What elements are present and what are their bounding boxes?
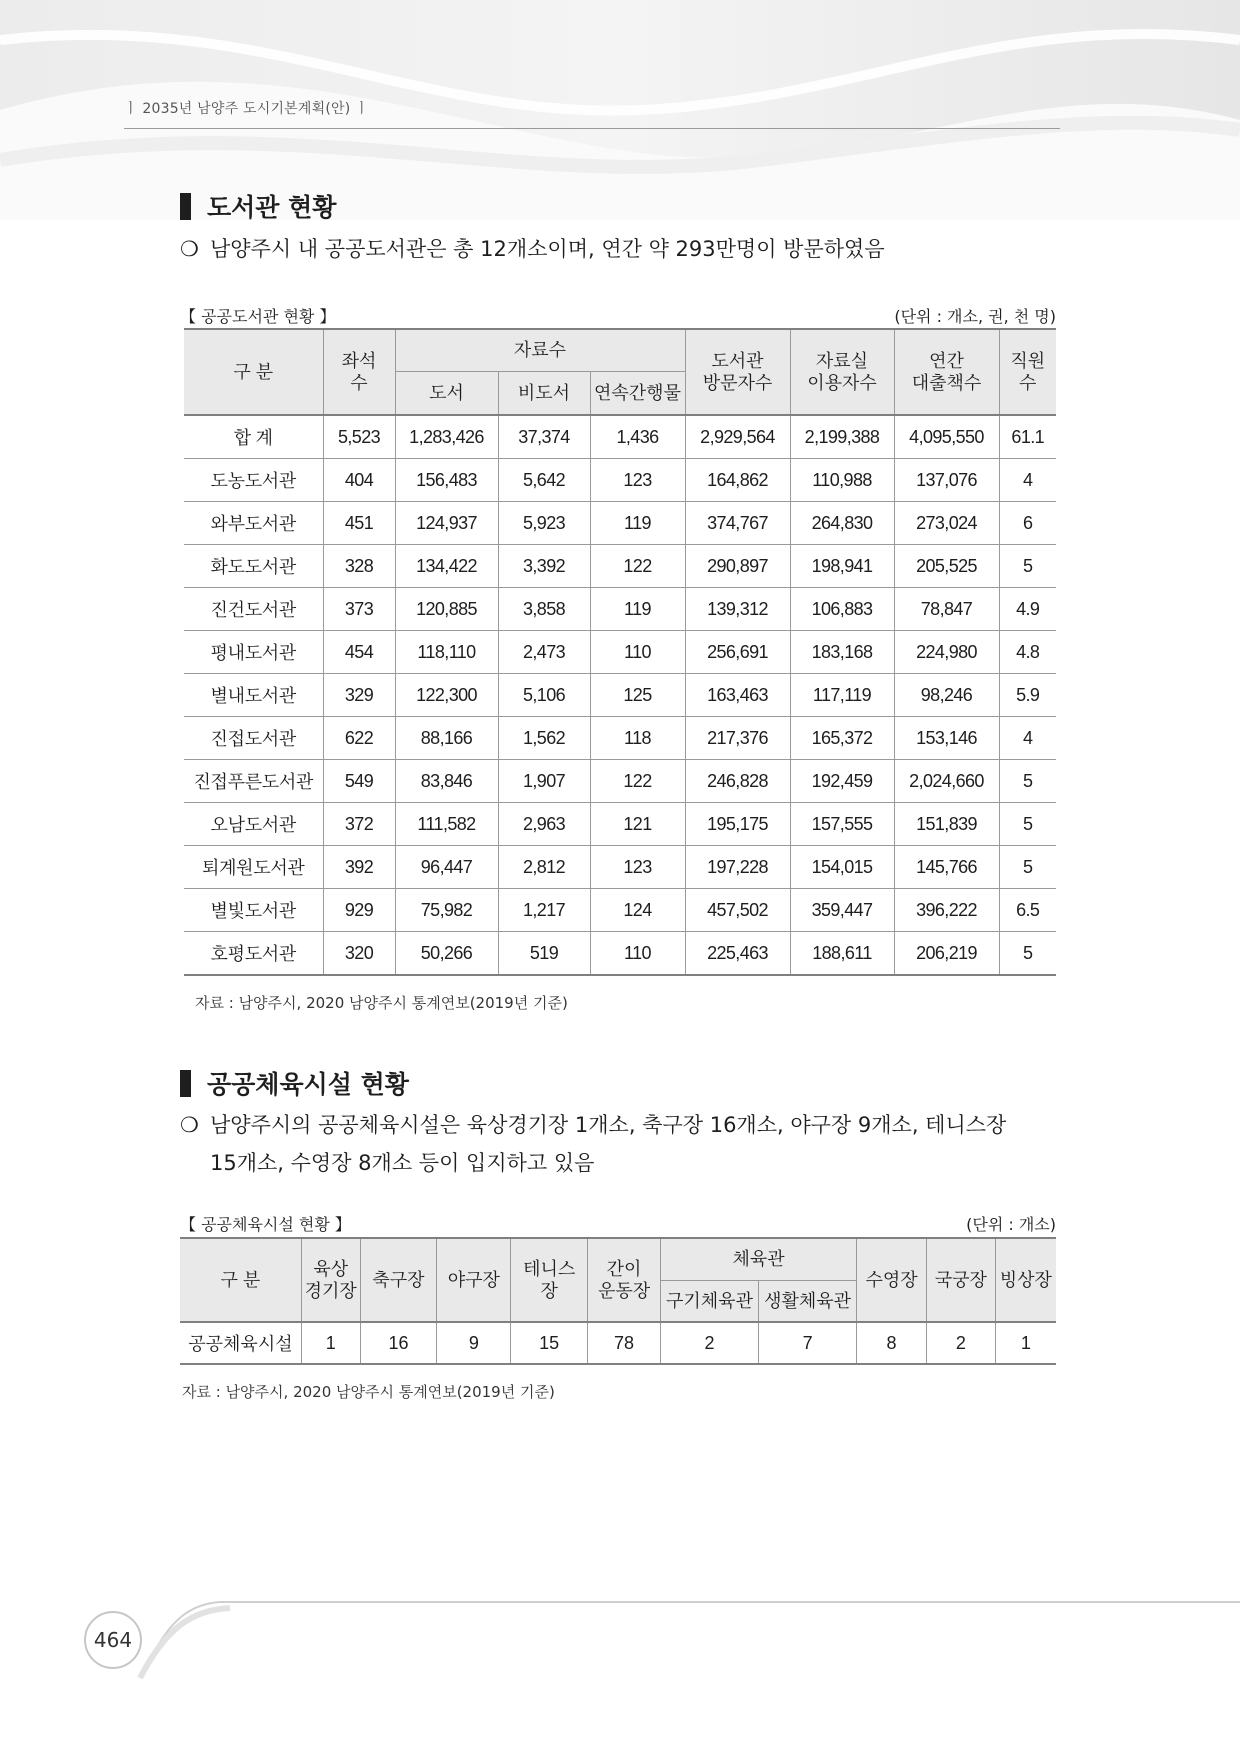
row-label: 별내도서관	[184, 674, 323, 717]
table-cell: 123	[590, 846, 685, 889]
table-cell: 125	[590, 674, 685, 717]
sports-table-body	[180, 1322, 1056, 1364]
row-label: 와부도서관	[184, 502, 323, 545]
table-row-total	[184, 415, 1056, 459]
row-label: 합 계	[184, 415, 323, 459]
table-cell: 15	[511, 1322, 588, 1364]
table-cell: 396,222	[894, 889, 999, 932]
table-cell: 1,217	[498, 889, 590, 932]
col-track: 육상 경기장	[301, 1238, 360, 1322]
col-archery: 국궁장	[926, 1238, 995, 1322]
table-cell: 1	[301, 1322, 360, 1364]
table-cell: 120,885	[395, 588, 498, 631]
col-tennis: 테니스 장	[511, 1238, 588, 1322]
table-cell: 6.5	[999, 889, 1056, 932]
row-label: 화도도서관	[184, 545, 323, 588]
table-cell: 2	[660, 1322, 758, 1364]
row-label: 진접푸른도서관	[184, 760, 323, 803]
table-cell: 124,937	[395, 502, 498, 545]
circle-bullet-icon: ❍	[180, 1113, 199, 1137]
table-cell: 519	[498, 932, 590, 976]
section-marker-icon	[180, 193, 191, 220]
table-cell: 5.9	[999, 674, 1056, 717]
table-cell: 359,447	[790, 889, 894, 932]
row-label: 도농도서관	[184, 459, 323, 502]
table-cell: 75,982	[395, 889, 498, 932]
table-cell: 373	[323, 588, 395, 631]
table-cell: 622	[323, 717, 395, 760]
table-cell: 246,828	[685, 760, 790, 803]
table-cell: 290,897	[685, 545, 790, 588]
col-division: 구 분	[180, 1238, 301, 1322]
col-nonbooks: 비도서	[498, 371, 590, 415]
table-cell: 1,436	[590, 415, 685, 459]
col-gym-life: 생활체육관	[759, 1280, 857, 1322]
section-marker-icon	[180, 1070, 191, 1097]
library-table-caption: 【 공공도서관 현황 】 (단위 : 개소, 권, 천 명)	[180, 304, 1056, 327]
row-label: 퇴계원도서관	[184, 846, 323, 889]
library-table	[184, 328, 1056, 976]
library-table-body	[184, 415, 1056, 975]
col-division: 구 분	[184, 329, 323, 415]
col-staff: 직원 수	[999, 329, 1056, 415]
table-cell: 137,076	[894, 459, 999, 502]
table-cell: 154,015	[790, 846, 894, 889]
table-row	[184, 588, 1056, 631]
table-cell: 153,146	[894, 717, 999, 760]
table-cell: 2,473	[498, 631, 590, 674]
sports-table-caption: 【 공공체육시설 현황 】 (단위 : 개소)	[180, 1212, 1056, 1235]
table-cell: 78	[588, 1322, 661, 1364]
table-cell: 61.1	[999, 415, 1056, 459]
table-cell: 5,642	[498, 459, 590, 502]
table-cell: 139,312	[685, 588, 790, 631]
table-cell: 122	[590, 760, 685, 803]
library-paragraph: ❍ 남양주시 내 공공도서관은 총 12개소이며, 연간 약 293만명이 방문하였음	[180, 230, 1060, 268]
col-soccer: 축구장	[360, 1238, 437, 1322]
table-cell: 110,988	[790, 459, 894, 502]
table-cell: 205,525	[894, 545, 999, 588]
col-room-users: 자료실 이용자수	[790, 329, 894, 415]
table-cell: 273,024	[894, 502, 999, 545]
table-cell: 118,110	[395, 631, 498, 674]
col-seats: 좌석 수	[323, 329, 395, 415]
table-cell: 198,941	[790, 545, 894, 588]
table-cell: 404	[323, 459, 395, 502]
table-cell: 110	[590, 631, 685, 674]
table-cell: 2	[926, 1322, 995, 1364]
table-cell: 3,858	[498, 588, 590, 631]
table-cell: 164,862	[685, 459, 790, 502]
table-cell: 165,372	[790, 717, 894, 760]
table-cell: 264,830	[790, 502, 894, 545]
table-cell: 9	[437, 1322, 511, 1364]
table-cell: 224,980	[894, 631, 999, 674]
col-serials: 연속간행물	[590, 371, 685, 415]
table-cell: 188,611	[790, 932, 894, 976]
table-cell: 157,555	[790, 803, 894, 846]
table-cell: 16	[360, 1322, 437, 1364]
table-cell: 5	[999, 803, 1056, 846]
table-cell: 256,691	[685, 631, 790, 674]
row-label: 오남도서관	[184, 803, 323, 846]
table-cell: 1,283,426	[395, 415, 498, 459]
table-cell: 98,246	[894, 674, 999, 717]
library-section-title: 도서관 현황	[180, 188, 336, 224]
table-cell: 1,562	[498, 717, 590, 760]
table-cell: 2,929,564	[685, 415, 790, 459]
table-cell: 8	[857, 1322, 927, 1364]
library-source-note: 자료 : 남양주시, 2020 남양주시 통계연보(2019년 기준)	[195, 994, 568, 1012]
table-cell: 118	[590, 717, 685, 760]
table-cell: 3,392	[498, 545, 590, 588]
table-cell: 1,907	[498, 760, 590, 803]
table-cell: 451	[323, 502, 395, 545]
circle-bullet-icon: ❍	[180, 237, 199, 261]
sports-source-note: 자료 : 남양주시, 2020 남양주시 통계연보(2019년 기준)	[182, 1383, 555, 1401]
table-row	[184, 459, 1056, 502]
col-simple-field: 간이 운동장	[588, 1238, 661, 1322]
row-label: 진건도서관	[184, 588, 323, 631]
table-cell: 328	[323, 545, 395, 588]
row-label: 진접도서관	[184, 717, 323, 760]
table-cell: 192,459	[790, 760, 894, 803]
table-cell: 206,219	[894, 932, 999, 976]
table-cell: 372	[323, 803, 395, 846]
table-cell: 2,963	[498, 803, 590, 846]
table-cell: 134,422	[395, 545, 498, 588]
table-cell: 122,300	[395, 674, 498, 717]
table-row	[184, 803, 1056, 846]
table-cell: 5,923	[498, 502, 590, 545]
table-cell: 145,766	[894, 846, 999, 889]
table-cell: 217,376	[685, 717, 790, 760]
col-pool: 수영장	[857, 1238, 927, 1322]
running-header	[124, 94, 1060, 129]
table-cell: 2,812	[498, 846, 590, 889]
table-cell: 5	[999, 760, 1056, 803]
table-cell: 320	[323, 932, 395, 976]
col-books: 도서	[395, 371, 498, 415]
table-cell: 121	[590, 803, 685, 846]
table-cell: 163,463	[685, 674, 790, 717]
table-cell: 119	[590, 502, 685, 545]
row-label: 평내도서관	[184, 631, 323, 674]
table-cell: 6	[999, 502, 1056, 545]
col-loans: 연간 대출책수	[894, 329, 999, 415]
table-cell: 374,767	[685, 502, 790, 545]
table-cell: 111,582	[395, 803, 498, 846]
row-label: 공공체육시설	[180, 1322, 301, 1364]
table-cell: 5	[999, 846, 1056, 889]
library-table-unit: (단위 : 개소, 권, 천 명)	[894, 307, 1056, 326]
table-cell: 457,502	[685, 889, 790, 932]
table-row	[184, 545, 1056, 588]
table-cell: 123	[590, 459, 685, 502]
table-row	[180, 1322, 1056, 1364]
table-cell: 106,883	[790, 588, 894, 631]
table-cell: 1	[995, 1322, 1056, 1364]
table-row	[184, 889, 1056, 932]
col-gym-ball: 구기체육관	[660, 1280, 758, 1322]
page-number: 464	[84, 1611, 142, 1669]
table-row	[184, 631, 1056, 674]
table-cell: 124	[590, 889, 685, 932]
table-cell: 392	[323, 846, 395, 889]
table-cell: 78,847	[894, 588, 999, 631]
table-cell: 7	[759, 1322, 857, 1364]
table-cell: 122	[590, 545, 685, 588]
col-materials: 자료수	[395, 329, 685, 371]
table-cell: 5	[999, 932, 1056, 976]
table-cell: 329	[323, 674, 395, 717]
table-cell: 195,175	[685, 803, 790, 846]
table-row	[184, 932, 1056, 976]
table-row	[184, 502, 1056, 545]
table-cell: 88,166	[395, 717, 498, 760]
table-cell: 5,106	[498, 674, 590, 717]
table-cell: 110	[590, 932, 685, 976]
col-visitors: 도서관 방문자수	[685, 329, 790, 415]
table-cell: 929	[323, 889, 395, 932]
table-cell: 454	[323, 631, 395, 674]
table-cell: 197,228	[685, 846, 790, 889]
sports-section-title: 공공체육시설 현황	[180, 1065, 409, 1101]
sports-table-unit: (단위 : 개소)	[966, 1215, 1056, 1234]
table-cell: 4.9	[999, 588, 1056, 631]
table-cell: 4	[999, 459, 1056, 502]
col-gym: 체육관	[660, 1238, 856, 1280]
footer-swoosh	[0, 1590, 1240, 1700]
table-row	[184, 760, 1056, 803]
table-cell: 183,168	[790, 631, 894, 674]
row-label: 별빛도서관	[184, 889, 323, 932]
sports-table	[180, 1237, 1056, 1365]
running-header-title: ㅣ 2035년 남양주 도시기본계획(안) ㅣ	[124, 101, 369, 117]
table-row	[184, 717, 1056, 760]
table-cell: 4	[999, 717, 1056, 760]
table-cell: 2,024,660	[894, 760, 999, 803]
table-cell: 37,374	[498, 415, 590, 459]
col-baseball: 야구장	[437, 1238, 511, 1322]
table-cell: 225,463	[685, 932, 790, 976]
table-cell: 151,839	[894, 803, 999, 846]
table-row	[184, 674, 1056, 717]
table-row	[184, 846, 1056, 889]
table-cell: 117,119	[790, 674, 894, 717]
table-cell: 83,846	[395, 760, 498, 803]
table-cell: 2,199,388	[790, 415, 894, 459]
table-cell: 5	[999, 545, 1056, 588]
table-cell: 156,483	[395, 459, 498, 502]
row-label: 호평도서관	[184, 932, 323, 976]
table-cell: 5,523	[323, 415, 395, 459]
sports-paragraph: ❍ 남양주시의 공공체육시설은 육상경기장 1개소, 축구장 16개소, 야구장 9개소, 테니스장 15개소, 수영장 8개소 등이 입지하고 있음	[180, 1106, 1060, 1182]
table-cell: 119	[590, 588, 685, 631]
table-cell: 50,266	[395, 932, 498, 976]
table-cell: 4,095,550	[894, 415, 999, 459]
col-ice-rink: 빙상장	[995, 1238, 1056, 1322]
table-cell: 96,447	[395, 846, 498, 889]
table-cell: 4.8	[999, 631, 1056, 674]
table-cell: 549	[323, 760, 395, 803]
